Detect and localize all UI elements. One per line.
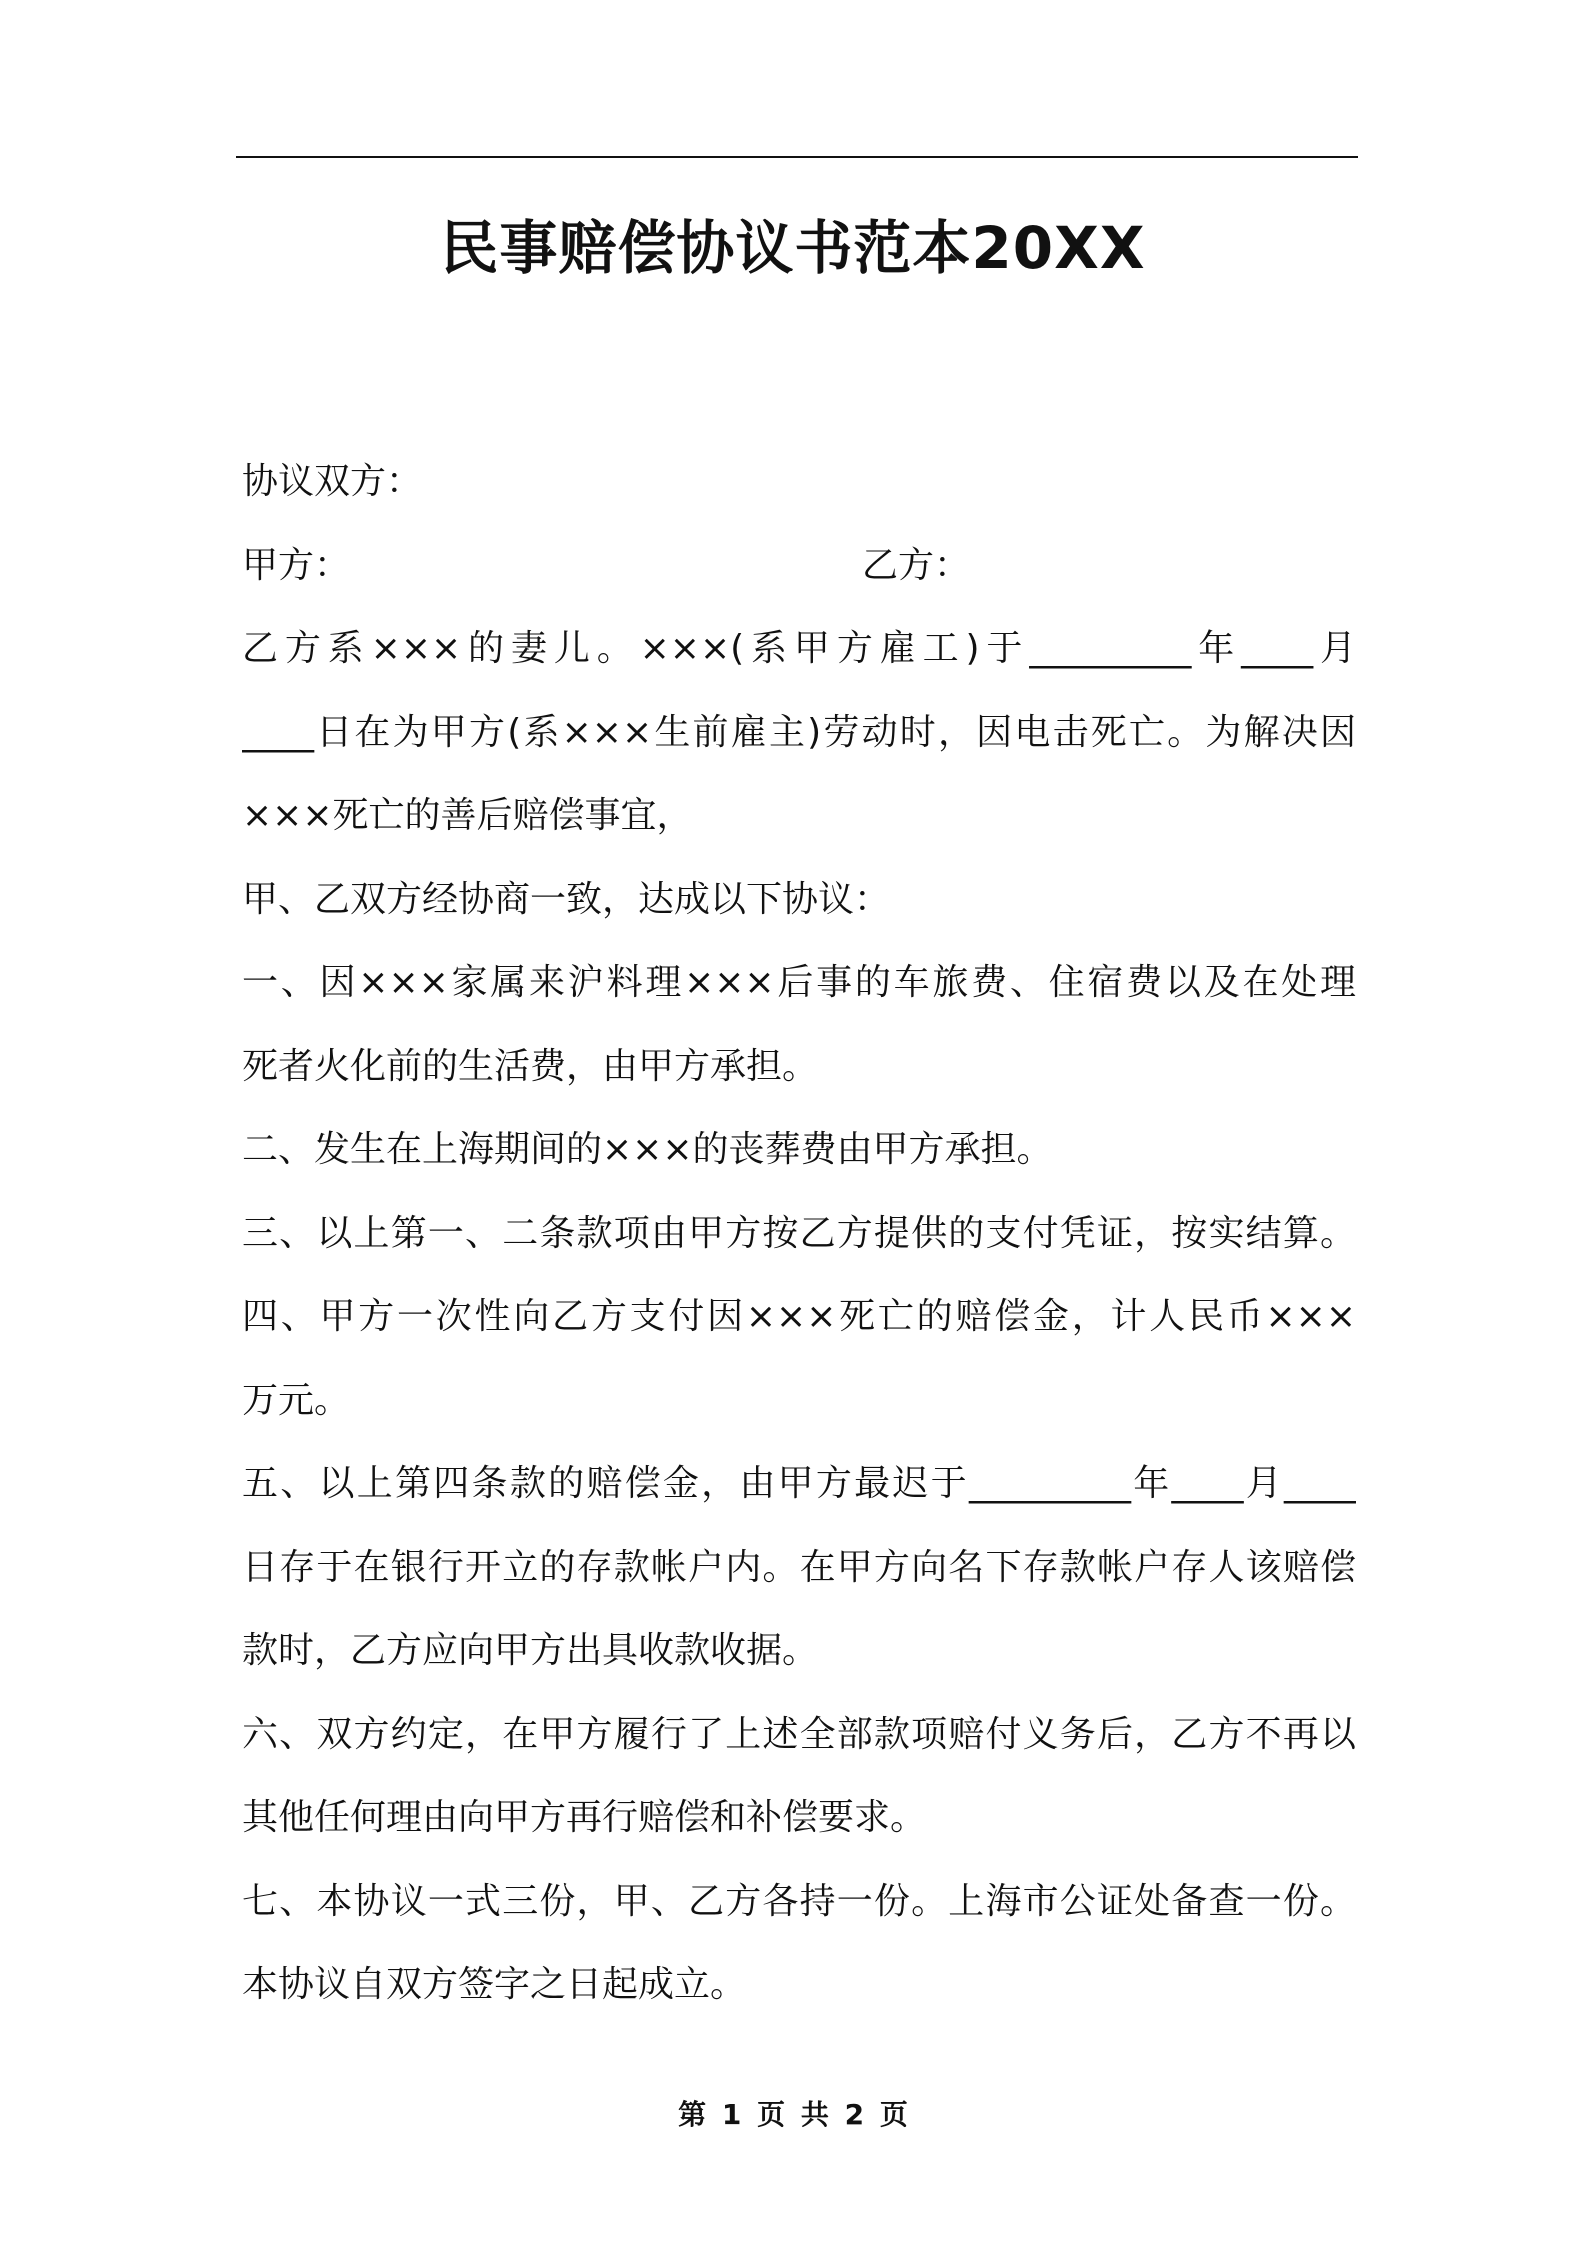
clause-6-line: 六、双方约定，在甲方履行了上述全部款项赔付义务后，乙方不再以 bbox=[242, 1713, 1356, 1755]
clause-2-line: 二、发生在上海期间的×××的丧葬费由甲方承担。 bbox=[242, 1129, 1053, 1170]
clause-7-line: 本协议自双方签字之日起成立。 bbox=[242, 1964, 747, 2005]
document-title: 民事赔偿协议书范本20XX bbox=[440, 214, 1146, 282]
clause-5-line: 日存于在银行开立的存款帐户内。在甲方向名下存款帐户存人该赔偿 bbox=[242, 1546, 1356, 1588]
clause-1-line: 一、因×××家属来沪料理×××后事的车旅费、住宿费以及在处理 bbox=[242, 962, 1356, 1003]
clause-1-line: 死者火化前的生活费，由甲方承担。 bbox=[242, 1045, 819, 1087]
party-b-label: 乙方： bbox=[862, 544, 971, 586]
parties-heading: 协议双方： bbox=[242, 461, 423, 502]
clause-5-line: 五、以上第四条款的赔偿金，由甲方最迟于_________年____月____ bbox=[242, 1463, 1356, 1504]
clause-6-line: 其他任何理由向甲方再行赔偿和补偿要求。 bbox=[242, 1797, 927, 1838]
header-rule bbox=[236, 156, 1358, 158]
party-a-label: 甲方： bbox=[242, 544, 351, 586]
parties-row bbox=[242, 524, 1356, 608]
clause-5-line: 款时，乙方应向甲方出具收款收据。 bbox=[242, 1630, 819, 1671]
clause-3-line: 三、以上第一、二条款项由甲方按乙方提供的支付凭证，按实结算。 bbox=[242, 1212, 1356, 1254]
clause-4-line: 四、甲方一次性向乙方支付因×××死亡的赔偿金，计人民币××× bbox=[242, 1296, 1356, 1337]
paragraph-line: ____日在为甲方(系×××生前雇主)劳动时，因电击死亡。为解决因 bbox=[242, 711, 1356, 753]
page-footer: 第 1 页 共 2 页 bbox=[678, 2098, 908, 2131]
clause-7-line: 七、本协议一式三份，甲、乙方各持一份。上海市公证处备查一份。 bbox=[242, 1880, 1356, 1922]
document-body bbox=[242, 440, 1356, 2027]
paragraph-line: ×××死亡的善后赔偿事宜， bbox=[242, 795, 693, 836]
paragraph-line: 甲、乙双方经协商一致，达成以下协议： bbox=[242, 878, 891, 920]
paragraph-line: 乙方系×××的妻儿。×××(系甲方雇工)于_________年____月 bbox=[242, 628, 1356, 669]
clause-4-line: 万元。 bbox=[242, 1379, 351, 1421]
